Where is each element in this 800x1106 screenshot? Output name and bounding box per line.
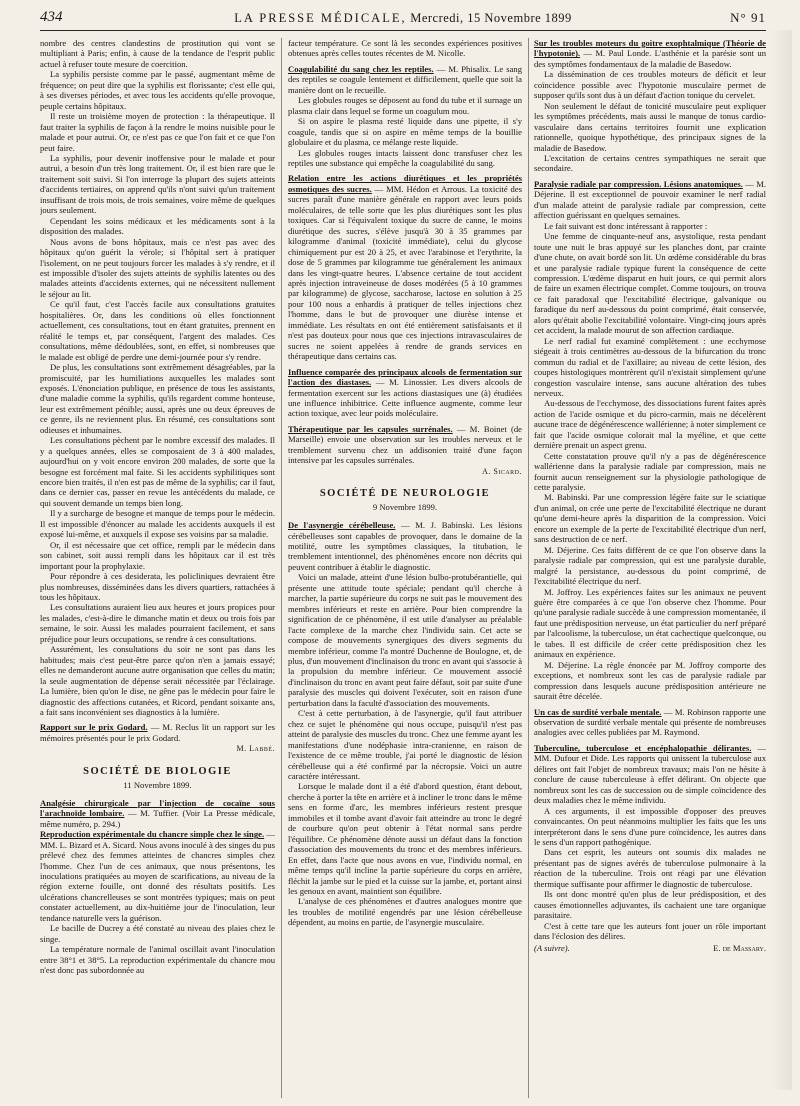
column-left — [40, 38, 275, 1100]
paragraph: Pour répondre à ces desiderata, les policliniques devraient être plus nombreuses, disséminées dans les divers quartiers, rattachées à tous les hôpitaux. — [40, 571, 275, 603]
article-asynergie — [288, 520, 522, 572]
paragraph: Les consultations pèchent par le nombre excessif des malades. Il y a quelques années, elles se composaient de 3 à 400 malades, aujourd'hui on y voit encore environ 200 malades, de sorte que la besogne est forcément mal faite. Si les accidents syphilitiques sont encore bien traités, il n'en est pas de même de la syphilis; car il faut, dans ce dernier cas, passer en revue les antécédents du malade, ce qui souvent demande un temps bien long. — [40, 435, 275, 508]
paragraph: Voici un malade, atteint d'une lésion bulbo-protubérantielle, qui présente une attitude toute spéciale; pendant qu'il cherche à marcher, la partie supérieure du corps ne suit pas le mouvement des membres inférieurs et reste en arrière. Pour bien comprendre la signification de ce phénomène, il est utile d'analyser au préalable l'acte complexe de la marche chez l'individu sain. Cet acte se compose de mouvements synergiques des divers segments du membre inférieur, comme l'a montré Duchenne de Boulogne, et, de plus, d'un mouvement d'inclinaison du tronc en avant qui s'associe à la propulsion du membre inférieur. Ce mouvement associé d'inclinaison du tronc en avant peut faire défaut, soit par suite d'une paralysie des muscles qui doivent l'exécuter, soit en raison d'une perturbation dans la faculté d'association des mouvements. — [288, 572, 522, 708]
article-lead: — M. Phisalix. Le sang des reptiles se coagule lentement et difficilement, quelle que soit la manière dont on le recueille. — [288, 63, 522, 95]
article-alcools — [288, 367, 522, 419]
paragraph: M. Déjerine. La règle énoncée par M. Joffroy comporte des exceptions, et nombreux sont les cas de paralysie radiale par compression dans lesquels aucune prédisposition antérieure ne saurait être décelée. — [534, 659, 766, 702]
article-title: Sur les troubles moteurs du goitre exophtalmique (Théorie de l'hypotonie). — [534, 38, 766, 59]
article-coagulabilite — [288, 64, 522, 95]
article-lead: — M. Déjerine. Il est exceptionnel de pouvoir examiner le nerf radial d'un malade atteint de paralysie radiale par compression, cette affection guérissant en quelques semaines. — [534, 178, 766, 221]
article-footer — [534, 943, 766, 953]
paragraph: L'excitation de certains centres sympathiques ne serait que secondaire. — [534, 152, 766, 174]
paragraph: Ce qu'il faut, c'est l'accès facile aux consultations gratuites hospitalières. Or, dans les conditions où elles fonctionnent actuellement, ces consultations, tout en étant gratuites, prennent en réalité le temps et, par conséquent, l'argent des malades. Ces consultations, même dédoublées, sont, en effet, si nombreuses que le malade est obligé de perdre une demi-journée pour s'y rendre. — [40, 299, 275, 362]
paragraph: Cependant les soins médicaux et les médicaments sont à la disposition des malades. — [40, 215, 275, 237]
article-title: Rapport sur le prix Godard. — [40, 722, 148, 733]
paragraph: facteur température. Ce sont là les secondes expériences positives obtenues après celles toutes récentes de M. Nicolle. — [288, 38, 522, 59]
column-right — [534, 38, 766, 1100]
paragraph: Le bacille de Ducrey a été constaté au niveau des plaies chez le singe. — [40, 923, 275, 944]
article-title: Thérapeutique par les capsules surrénales. — [288, 423, 453, 434]
issue-date: Mercredi, 15 Novembre 1899 — [410, 11, 572, 25]
author-signature: A. Sicard. — [482, 466, 522, 476]
article-title: Relation entre les actions diurétiques et les propriétés osmotiques des sucres. — [288, 173, 522, 194]
section-heading-neurologie: SOCIÉTÉ DE NEUROLOGIE — [319, 488, 491, 500]
page-edge-shadow — [770, 30, 792, 1090]
article-title: Analgésie chirurgicale par l'injection de cocaïne sous l'arachnoïde lombaire. — [40, 797, 275, 819]
article-lead: — M. Linossier. Les divers alcools de fermentation exercent sur les actions diastasiques une (à) étudiées une influence inhibitrice. Cette influence augmente, comme leur action toxique, avec leur poids moléculaire. — [288, 377, 522, 419]
article-tuberculine — [534, 743, 766, 806]
paragraph: Si on aspire le plasma resté liquide dans une pipette, il s'y coagule, tandis que si on aspire en même temps de la bouillie globulaire et du plasma, ce mélange reste liquide. — [288, 116, 522, 148]
paragraph: La température normale de l'animal oscillait avant l'inoculation entre 38°1 et 38°5. La reproduction expérimentale du chancre mou n'est donc pas subordonnée au — [40, 944, 275, 976]
paragraph: La syphilis, pour devenir inoffensive pour le malade et pour autrui, a besoin d'un très long traitement. Or, il est bien rare que le traitement soit suivi. Si l'on interroge la plupart des sujets atteints d'accidents tertiaires, on apprend qu'ils n'ont suivi qu'un traitement insuffisant de trois mois, de trois semaines, voire même de quelques jours seulement. — [40, 152, 275, 216]
article-lead: — M. Boinet (de Marseille) envoie une observation sur les troubles nerveux et le tremblement survenu chez un addisonien traité d'une façon intensive par les capsules surrénales. — [288, 423, 522, 466]
article-title: Un cas de surdité verbale mentale. — [534, 706, 662, 717]
article-title: Influence comparée des principaux alcools de fermentation sur l'action des diastases. — [288, 366, 522, 388]
article-title: De l'asynergie cérébelleuse. — [288, 520, 396, 531]
article-basedow — [534, 38, 766, 69]
article-capsules — [288, 424, 522, 466]
paragraph: Non seulement le défaut de tonicité musculaire peut expliquer les symptômes précédents, mais aussi le manque de tonus cardio-vasculaire dans certains territoires fournit une explication rationnelle, quoique hypothétique, des principaux signes de la maladie de Basedow. — [534, 100, 766, 153]
column-divider — [281, 38, 282, 1098]
paragraph: Assurément, les consultations du soir ne sont pas dans les habitudes; mais c'est peut-être parce qu'on n'en a jamais essayé; elles ne demanderont aucune autre organisation que celles du matin; la seule augmentation de dépense serait nécessitée par l'éclairage. La lumière, bien qu'on le dise, ne gêne pas le médecin pour faire le diagnostic des affections cutanées, et Ricord, pendant soixante ans, a fait sans inconvénient ses diagnostics à la lumière. — [40, 644, 275, 717]
paragraph: C'est à cette perturbation, à de l'asynergie, qu'il faut attribuer chez ce sujet le phénomène qui nous occupe, puisqu'il n'est pas atteint de paralysie des muscles du tronc. Chez une femme ayant les manifestations d'une nodéphasie intra-cranienne, en raison de l'existence de ce même trouble, j'ai porté le diagnostic de lésion cérébelleuse qui a été confirmé par la nécropsie. Voici un autre caractère intéressant. — [288, 708, 522, 781]
paragraph: Les globules rouges se déposent au fond du tube et il surnage un plasma clair dans lequel se forme un coagulum mou. — [288, 95, 522, 116]
paragraph: Le nerf radial fut examiné complètement : une ecchymose siégeait à trois centimètres au-dessous de la bifurcation du tronc commun du radial et de l'axillaire; au niveau de cette lésion, des coupes histologiques montrèrent qu'il n'existait simplement qu'une congestion vasculaire intense, sans aucune altération des tubes nerveux. — [534, 335, 766, 398]
section-date: 9 Novembre 1899. — [372, 502, 438, 513]
paragraph: A ces arguments, il est impossible d'opposer des preuves convaincantes. On peut néanmoins multiplier les faits que les uns interpréteront dans le sens d'une pure coïncidence, les autres dans le sens d'un rapport pathogénique. — [534, 805, 766, 847]
article-title: Tuberculine, tuberculose et encéphalopathie délirantes. — [534, 742, 752, 753]
paragraph: Or, il est nécessaire que cet office, rempli par le médecin dans son cabinet, soit aussi rempli dans les hôpitaux car il est très important pour la prophylaxie. — [40, 539, 275, 571]
paragraph: nombre des centres clandestins de prostitution qui vont se multipliant à Paris; enfin, à cause de la tendance de l'esprit public actuel à refuser toute mesure de coercition. — [40, 38, 275, 69]
paragraph: M. Déjerine. Ces faits diffèrent de ce que l'on observe dans la paralysie radiale par compression, qui est une paralysie durable, malgré la persistance, au-dessous du point comprimé, de l'excitabilité électrique du nerf. — [534, 544, 766, 587]
article-chancre — [40, 829, 275, 923]
paragraph: Une femme de cinquante-neuf ans, asystolique, resta pendant toute une nuit le bras appuyé sur les planches dont, par crainte d'une chute, on avait bordé son lit. Un œdème considérable du bras et une paralysie radiale typique furent la conséquence de cette compression. L'œdème disparut en huit jours, ce qui permit alors de faire un examen électrique complet. Comme toujours, on trouva ce fait paradoxal que l'excitabilité électrique, galvanique ou faradique du nerf au-dessous du point comprimé, était conservée, alors qu'était abolie l'excitabilité volontaire. Vingt-cinq jours après cet accident, la malade mourut de son affection cardiaque. — [534, 231, 766, 336]
article-lead: — M. Robinson rapporte une observation de surdité verbale mentale qui présente de nombreuses analogies avec celles publiées par M. Raymond. — [534, 706, 766, 738]
paragraph: Il reste un troisième moyen de protection : la thérapeutique. Il faut traiter la syphilis de façon à la rendre le moins nuisible pour le malade et pour autrui. Or, ce n'est pas ce que l'on fait et ce que l'on peut faire. — [40, 111, 275, 153]
paragraph: Nous avons de bons hôpitaux, mais ce n'est pas avec des hôpitaux qu'on guérit la vérole; si l'hôpital sert à pratiquer l'isolement, on ne peut toujours forcer les malades à s'y rendre, et il est impossible d'isoler des sujets atteints de syphilis latentes ou des malades atteints d'accidents externes, qui ne nécessitent nullement le séjour au lit. — [40, 236, 275, 299]
article-title: Reproduction expérimentale du chancre simple chez le singe. — [40, 829, 265, 840]
continued-note: (A suivre). — [534, 942, 570, 953]
paragraph: Au-dessous de l'ecchymose, des dissociations furent faites après action de l'acide osmique et du picro-carmin, mais ne décelèrent aucune trace de dégénérescence wallérienne; à noter simplement ce fait que l'acide osmique colorait mal la myéline, et que cette dernière prenait un aspect grenu. — [534, 398, 766, 451]
paragraph: Dans cet esprit, les auteurs ont soumis dix malades ne présentant pas de signes avérés de tuberculose pulmonaire à la réaction de la tuberculine. Trois ont réagi par une élévation thermique suffisante pour affirmer le diagnostic de tuberculose. — [534, 847, 766, 889]
article-analgesie — [40, 798, 275, 829]
article-lead: — M. Reclus lit un rapport sur les mémoires présentés pour le prix Godard. — [40, 722, 275, 743]
paragraph: Le fait suivant est donc intéressant à rapporter : — [544, 220, 708, 231]
section-heading-biologie: SOCIÉTÉ DE BIOLOGIE — [83, 765, 232, 777]
paragraph: Il y a surcharge de besogne et manque de temps pour le médecin. Il est impossible d'énoncer au malade les accidents auxquels il est exposé lui-même, et auxquels il expose ses voisins par sa maladie. — [40, 508, 275, 540]
article-paralysie-radiale — [534, 179, 766, 221]
paragraph: Les consultations auraient lieu aux heures et jours propices pour les malades, c'est-à-dire le dimanche matin et deux ou trois fois par semaine, le soir. Aussi les malades pourraient facilement, et sans préjudice pour leurs occupations, se rendre à ces consultations. — [40, 602, 275, 644]
paragraph: M. Babinski. Par une compression légère faite sur le sciatique d'un animal, on crée une perte de l'excitabilité électrique ne durant qu'une demi-heure après la disparition de la compression. Voici encore un exemple de la perte de l'excitabilité électrique d'un nerf, sans destruction de ce nerf. — [534, 492, 766, 545]
paragraph: Lorsque le malade dont il a été d'abord question, étant debout, cherche à porter la tête en arrière et à incliner le tronc dans le même sens en forme d'arc, les membres inférieurs restent presque immobiles et il tombe avant d'avoir fait atteindre au tronc le degré de courbure qu'on peut obtenir à l'état normal sans perdre l'équilibre. Ce phénomène dénote aussi un défaut dans la fonction d'association des mouvements du tronc et des membres inférieurs. En effet, dans l'acte que nous avons en vue, l'individu normal, en même temps qu'il incline la partie supérieure du corps en arrière, fléchit la jambe sur le pied et la cuisse sur la jambe, et, portant ainsi les genoux en avant, maintient son équilibre. — [288, 781, 522, 896]
column-divider — [528, 38, 529, 1098]
publication-name: LA PRESSE MÉDICALE, — [234, 11, 407, 25]
paragraph: M. Joffroy. Les expériences faites sur les animaux ne peuvent guère être comparées à ce que l'on observe chez l'homme. Pour qu'une paralysie radiale succède à une compression momentanée, il faut une prédisposition nerveuse, un état particulier du nerf préparé par l'alcoolisme, la tuberculose, un état cachectique quelconque, ou le tabes. Il est difficile de créer cette prédisposition chez les animaux en expérience. — [534, 586, 766, 660]
article-lead: — MM. L. Bizard et A. Sicard. Nous avons inoculé à des singes du pus prélevé chez des femmes atteintes de chancres simples chez l'homme. Chez l'un de ces animaux, que nous présentons, les inoculations pratiquées au moyen de scarifications, au niveau de la région externe fouille, ont donné des résultats positifs. Les ulcérations chancrelleuses se sont montrées typiques; mais on peut constater actuellement, au dix-huitième jour de l'inoculation, leur tendance naturelle vers la guérison. — [40, 829, 275, 923]
author-signature: M. Labbé. — [236, 744, 275, 754]
section-date: 11 Novembre 1899. — [123, 779, 192, 790]
masthead-line — [40, 11, 766, 26]
page-number: 434 — [40, 9, 63, 25]
issue-number: N° 91 — [730, 10, 766, 25]
paragraph: Cette constatation prouve qu'il n'y a pas de dégénérescence wallérienne dans la paralysie radiale par compression, mais ne fournit aucun renseignement sur la physiologie pathologique de cette paralysie. — [534, 450, 766, 493]
article-lead: — M. Paul Londe. L'asthénie et la parésie sont un des symptômes fondamentaux de la maladie de Basedow. — [534, 48, 766, 69]
paragraph: La syphilis persiste comme par le passé, augmentant même de fréquence; on peut dire que la syphilis est florissante; c'est elle qui, à ses diverses périodes, et avec tous les accidents qu'elle provoque, peuple certains hôpitaux. — [40, 69, 275, 111]
article-lead: — MM. Dufour et Dide. Les rapports qui unissent la tuberculose aux délires ont fait l'objet de nombreux travaux; mais l'on ne hésite à conclure de cause tuberculeuse à effet délirant. On objecte que nombreux sont les cas de succession ou de simple coïncidence des deux maladies chez le même individu. — [534, 742, 766, 806]
article-lead: — MM. Hédon et Arrous. La toxicité des sucres paraît d'une manière générale en rapport avec leurs poids moléculaires, de telle sorte que les plus diurétiques sont les plus toxiques. Car si l'équivalent toxique du sucre de canne, le moins diurétique des sucres, s'élève jusqu'à 30 à 35 grammes par kilogramme d'animal (toxicité immédiate), celui du glycose chimiquement pur est 20 à 25, et avec l'arabinose et l'erythrite, la dose de 5 grammes par kilogramme tue généralement les animaux dans les vingt-quatre heures. L'absence certaine de tout accident après injection intraveineuse de doses modérées (5 à 10 grammes par kilogramme) de glycose, saccharose, lactose en solution à 25 pour 100 nous a enhardis à pratiquer de telles injections chez l'homme, dans le but de provoquer une diurèse intense et immédiate. Les résultats en ont été entièrement satisfaisants et il n'est pas douteux pour nous que ces injections intravasculaires de sucres ne soient appelées à rendre de grands services en thérapeutique dans certains cas. — [288, 183, 522, 362]
article-lead: — M. Tuffier. (Voir La Presse médicale, même numéro, p. 294.) — [40, 808, 275, 829]
page-header — [40, 8, 766, 31]
paragraph: C'est à cette tare que les auteurs font jouer un rôle important dans l'éclosion des délires. — [534, 920, 766, 942]
article-sucres — [288, 173, 522, 361]
column-middle — [288, 38, 522, 1100]
paragraph: L'analyse de ces phénomènes et d'autres analogues montre que les troubles de motilité engendrés par une lésion cérébelleuse dépendent, au moins en partie, de l'asynergie musculaire. — [288, 896, 522, 928]
article-lead: — M. J. Babinski. Les lésions cérébelleuses sont capables de provoquer, dans le domaine de la motilité, outre les symptômes classiques, la titubation, le tremblement intentionnel, des phénomènes encore non décrits qui peuvent contribuer à établir le diagnostic. — [288, 520, 522, 572]
paragraph: Ils ont donc montré qu'en plus de leur prédisposition, et des causes émotionnelles adjuvantes, ils cachaient une tare organique parasitaire. — [534, 889, 766, 921]
paragraph: De plus, les consultations sont extrêmement désagréables, par la promiscuité, par les humiliations auxquelles les malades sont exposés. L'énonciation publique, en présence de tous les assistants, d'une maladie comme la syphilis, qu'ils regardent comme honteuse, leur est extrêmement pénible; aussi, après une ou deux épreuves de ce genre, ils ne reviennent plus. En résumé, ces consultations sont odieuses et inhumaines. — [40, 362, 275, 435]
paragraph: Les globules rouges intacts laissent donc transfuser chez les reptiles une substance qui empêche la coagulabilité du sang. — [288, 147, 522, 168]
article-title: Coagulabilité du sang chez les reptiles. — [288, 63, 434, 74]
article-surdite — [534, 707, 766, 738]
paragraph: La dissémination de ces troubles moteurs de déficit et leur coïncidence possible avec l'hypotonie musculaire permet de supposer qu'ils sont dus à un défaut d'action tonique du cervelet. — [534, 69, 766, 101]
author-signature: E. de Massary. — [713, 942, 766, 953]
article-title: Paralysie radiale par compression. Lésions anatomiques. — [534, 178, 743, 189]
article-godard — [40, 722, 275, 743]
